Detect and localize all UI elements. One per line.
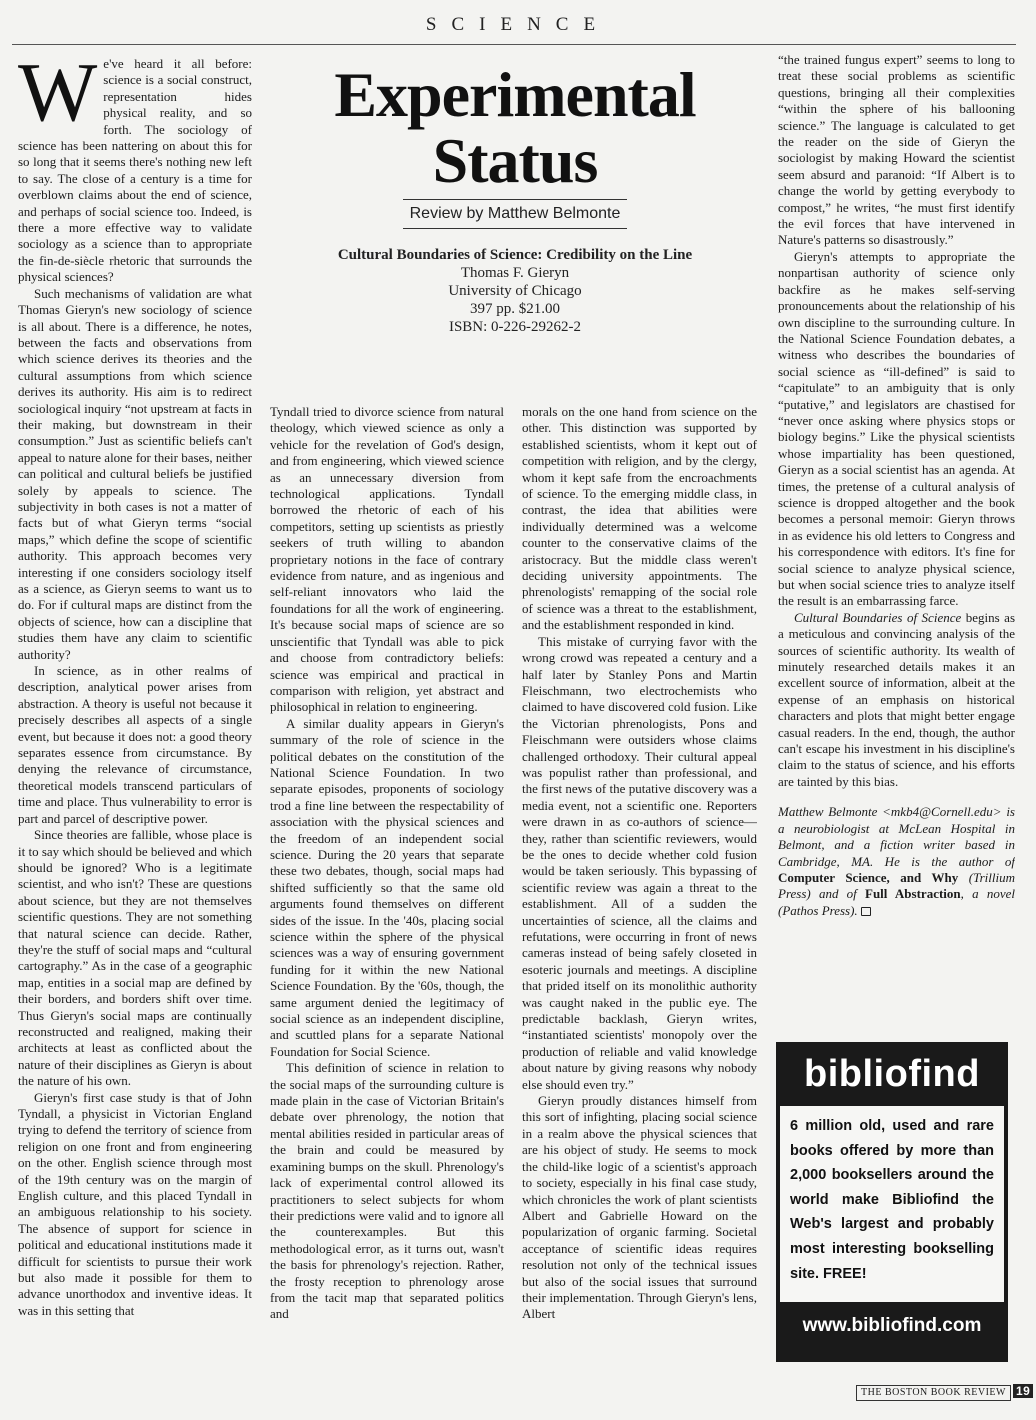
article-paragraph [778, 610, 1015, 790]
book-author: Thomas F. Gieryn [460, 265, 570, 281]
book-title: Cultural Boundaries of Science: Credibility on the Line [337, 247, 693, 263]
article-paragraph: Since theories are fallible, whose place is it to say which should be believed and which should be ignored? Who is a legitimate scientist, and who isn't? These are questions about science, but they are not themselves scientific questions. They are not something that natural science can decide. Rather, they're the stuff of social maps and “cultural cartography.” As in the case of a geographic map, entities in a social map are defined by their borders, and borders shift over time. Thus Gieryn's social maps are continually reconstructed and realigned, making their architects at least as conflicted about the nature of their disciplines as Gieryn is about the nature of his own. [18, 827, 252, 1089]
title-rule-bottom [403, 228, 627, 229]
title-rule-top [403, 199, 627, 200]
bio-book-2: Full Abstraction [865, 886, 961, 902]
ad-body-text: 6 million old, used and rare books offered by more than 2,000 booksellers around the world make Bibliofind the Web's largest and probably most interesting bookselling site. FREE! [780, 1106, 1004, 1302]
article-column-4 [778, 52, 1015, 992]
article-paragraph: Tyndall tried to divorce science from natural theology, which viewed science as only a vehicle for the revelation of God's design, and from engineering, which viewed science as an unnecessary diversion from technological applications. Tyndall borrowed the rhetoric of each of his competitors, setting up scientists as priestly seekers of truth willing to abandon proprietary notions in the face of contrary evidence from nature, and as ingenious and self-reliant innovators who laid the foundations for all the work of engineering. It's because social maps of science are so unscientific that Tyndall was able to pick and choose from contradictory beliefs: science was empirical and practical in comparison with religion, yet abstract and philosophical in relation to engineering. [270, 404, 504, 715]
header-rule [12, 44, 1016, 45]
article-paragraph: Such mechanisms of validation are what Thomas Gieryn's new sociology of science is all about. There is a difference, he notes, between the facts and observations from which science derives its theories and the cultural assumptions from which science derives its authority. His aim is to redirect sociological inquiry “not upstream at facts in their making, but downstream in their consumption.” Just as scientific beliefs can't appeal to nature alone for their bases, neither can political and cultural beliefs be justified solely by appeals to science. The subjectivity in both cases is not a matter of facts but of what Gieryn terms “social maps,” which define the scope of scientific authority. This approach becomes very interesting if one considers sociology itself as a science, as Gieryn seems to want us to do. For if cultural maps are distinct from the objects of science, how can a discipline that studies them have any claim to scientific authority? [18, 285, 252, 662]
article-paragraph: This definition of science in relation to the social maps of the surrounding culture is made plain in the case of Victorian Britain's debate over phrenology, the notion that mental abilities resided in particular areas of the brain and could be measured by examining bumps on the skull. Phrenology's lack of experimental control allowed its practitioners to select subjects for whom their predictions were valid and to ignore all the counterexamples. But this methodological error, as it turns out, wasn't the basis for phrenology's rejection. Rather, the frosty reception to phrenology arose from the tacit map that separated politics and [270, 1060, 504, 1322]
article-paragraph: Gieryn proudly distances himself from this sort of infighting, placing social science in a realm above the physical sciences that are his object of study. He seems to mock the child-like logic of a scientist's approach to society, especially in his final case study, which chronicles the work of plant scientists Albert and Gabrielle Howard on the popularization of organic farming. Societal acceptance of scientific ideas requires resolution not only of the technical issues but also of the social issues that surround their implementation. Through Gieryn's lens, Albert [522, 1093, 757, 1322]
article-paragraph: In science, as in other realms of description, analytical power arises from abstraction. A theory is useful not because it precisely describes all aspects of a single event, but because it does not: a good theory separates essence from circumstance. By denying the relevance of circumstance, theoretical models transcend particulars of time and place. Thus vulnerability to error is part and parcel of descriptive power. [18, 663, 252, 826]
article-paragraph: We've heard it all before: science is a social construct, representation hides physical reality, and so forth. The sociology of science has been nattering on about this for so long that it seems there's nothing new left to say. The close of a century is a time for overblown claims about the end of science, and perhaps of social science too. Indeed, is there a more effective way to validate sociology as a science than to appropriate the fin-de-siècle rhetoric that surrounds the physical sciences? [18, 56, 252, 285]
article-paragraph: A similar duality appears in Gieryn's summary of the role of science in the political debates on the constitution of the National Science Foundation. In two separate episodes, proponents of sociology trod a fine line between the respectability of association with the physical sciences and the freedom of an independent social science. During the 20 years that separate these two debates, though, social maps had shifted sufficiently so that the same old arguments found themselves on different sides of the issue. In the '40s, placing social science within the sphere of the physical sciences was a way of ensuring government funding for it within the new National Science Foundation. By the '60s, though, the same argument denied the legitimacy of social science as an independent discipline, and scuttled plans for a separate National Foundation for Social Science. [270, 715, 504, 1059]
article-column-3 [522, 404, 757, 1368]
article-paragraph: Gieryn's attempts to appropriate the nonpartisan authority of science only backfire as he makes self-serving pronouncements about the relationship of his own discipline to the surrounding culture. In the National Science Foundation debates, a witness who describes the boundaries of social science as “ill-defined” is said to “capitulate” to an ambiguity that is only “putative,” and legislators are chastised for “never once asking where physics stops or biology begins.” Like the physical scientists whose impartiality has been questioned, Gieryn as a social scientist has an agenda. At times, the pretense of a cultural analysis of science is dropped altogether and the book becomes a personal memoir: Gieryn throws in as evidence his old letters to Congress and his correspondence with editors. It's fine for social science to analyze physical science, but when social science tries to analyze itself the result is an embarrassing farce. [778, 248, 1015, 609]
bibliofind-advertisement[interactable] [776, 1042, 1008, 1362]
article-paragraph: morals on the one hand from science on the other. This distinction was supported by established scientists, whom it kept out of competition with religion, and by the clergy, whom it kept safe from the encroachments of science. To the emerging middle class, in contrast, the idea that abilities were individually determined was a welcome counter to the conservative claims of the aristocracy. But the middle class weren't deciding university appointments. The phrenologists' remapping of the social role of science was a threat to the establishment, and the establishment responded in kind. [522, 404, 757, 633]
book-publisher: University of Chicago [448, 283, 582, 299]
byline: Review by Matthew Belmonte [409, 205, 621, 222]
bio-book-1: Computer Science, and Why [778, 869, 959, 885]
article-paragraph: Gieryn's first case study is that of John Tyndall, a physicist in Victorian England trying to defend the territory of science from religion on one front and from engineering on the other. English science through most of the 19th century was on the margin of English culture, and this placed Tyndall in an ambiguous relationship to his society. The absence of support for science in political and educational institutions made it difficult for scientists to pursue their work but also made it possible for them to advance unorthodox and inventive ideas. It was in this setting that [18, 1089, 252, 1318]
section-heading: SCIENCE [425, 14, 611, 35]
article-paragraph: “the trained fungus expert” seems to long to treat these social problems as scientific questions, bringing all their complexities “within the sphere of his ballooning science.” The language is calculated to get the reader on the side of Gieryn the sociologist by making Howard the scientist seem absurd and paranoid: “If Albert is to change the world by getting everybody to compost,” he writes, “he must first identify the evil forces that have intervened in Nature's patterns so disastrously.” [778, 52, 1015, 248]
article-title-line-2: Status [432, 125, 598, 196]
article-title-line-1: Experimental [334, 59, 696, 130]
book-pages-price: 397 pp. $21.00 [470, 301, 560, 317]
ad-url-link[interactable]: www.bibliofind.com [802, 1315, 982, 1336]
book-isbn: ISBN: 0-226-29262-2 [448, 319, 582, 335]
end-mark-icon [861, 907, 871, 916]
publication-name: THE BOSTON BOOK REVIEW [856, 1385, 1011, 1401]
article-column-1 [18, 56, 252, 1368]
ad-logo: bibliofind [804, 1053, 980, 1095]
author-bio: Matthew Belmonte <mkb4@Cornell.edu> is a neurobiologist at McLean Hospital in Belmont, and a fiction writer based in Cambridge, MA. He is the author of Computer Science, and Why (Trillium Press) and of Full Abstraction, a novel (Pathos Press). [778, 804, 1015, 918]
article-paragraph-text: Cultural Boundaries of Science begins as a meticulous and convincing analysis of the sources of scientific authority. Its wealth of minutely researched details makes it an excellent source of information, albeit at the expense of an emphasis on historical characters and plots that might better engage casual readers. In the end, though, the author can't escape his investment in his discipline's claim to the status of science, and his efforts are tainted by this bias. [778, 609, 1015, 789]
article-paragraph: This mistake of currying favor with the wrong crowd was repeated a century and a half later by Stanley Pons and Martin Fleischmann, two electrochemists who claimed to have discovered cold fusion. Like the Victorian phrenologists, Pons and Fleischmann were outsiders whose claims challenged orthodoxy. Their cultural appeal was populist rather than professional, and the first news of the putative discovery was a media event, not a scientific one. Reporters were drawn in as co-authors of science—they, rather than scientific reviewers, would be the ones to decide whether cold fusion would be taken seriously. This bypassing of scientific review was again a threat to the establishment. All of a sudden the uncertainties of science, all the claims and refutations, were occurring in front of news cameras instead of being safely closeted in esoteric journals and meetings. A discipline that prided itself on its monolithic authority was caught naked in the public eye. The predictable backlash, Gieryn writes, “instantiated scientists' monopoly over the production of reliable and valid knowledge about nature by giving reasons why nobody else should even try.” [522, 633, 757, 1092]
page-number: 19 [1013, 1384, 1033, 1398]
book-info [270, 246, 760, 336]
article-column-2 [270, 404, 504, 1368]
drop-cap: W [18, 56, 98, 139]
page-footer [856, 1384, 1033, 1398]
